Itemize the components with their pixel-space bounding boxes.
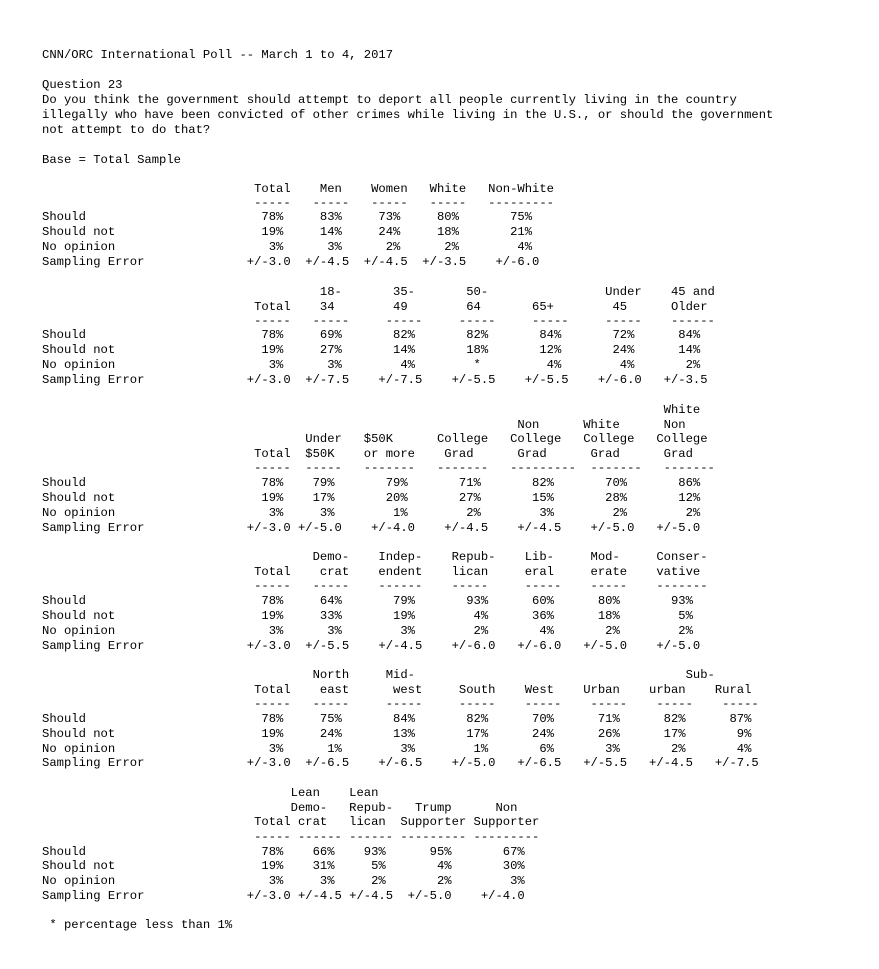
table-line: 18- 35- 50- Under 45 and xyxy=(42,285,715,299)
table-line: Under $50K College College College College xyxy=(42,432,708,446)
table-line: No opinion 3% 3% 3% 2% 4% 2% 2% xyxy=(42,624,693,638)
table-line: No opinion 3% 3% 1% 2% 3% 2% 2% xyxy=(42,506,701,520)
table-line: ----- ----- ----- ----- --------- xyxy=(42,196,554,210)
table-line: Total $50K or more Grad Grad Grad Grad xyxy=(42,447,693,461)
table-line: Total 34 49 64 65+ 45 Older xyxy=(42,300,708,314)
table-line: Sampling Error +/-3.0 +/-4.5 +/-4.5 +/-5.0 +/-4.0 xyxy=(42,889,525,903)
question-line: Do you think the government should attempt to deport all people currently living in the country xyxy=(42,93,737,107)
table-line: Total crat endent lican eral erate vative xyxy=(42,565,701,579)
table-line: Non White Non xyxy=(42,418,686,432)
table-line: ----- ----- ----- ----- ----- ----- ----- ----- xyxy=(42,697,759,711)
question-number: Question 23 xyxy=(42,78,123,92)
table-line: Should 78% 75% 84% 82% 70% 71% 82% 87% xyxy=(42,712,752,726)
table-line: White xyxy=(42,403,701,417)
table-line: Total crat lican Supporter Supporter xyxy=(42,815,540,829)
table-line: No opinion 3% 3% 2% 2% 4% xyxy=(42,240,533,254)
table-line: Sampling Error +/-3.0 +/-5.0 +/-4.0 +/-4.5 +/-4.5 +/-5.0 +/-5.0 xyxy=(42,521,701,535)
table-line: Should not 19% 33% 19% 4% 36% 18% 5% xyxy=(42,609,693,623)
table-line: Sampling Error +/-3.0 +/-5.5 +/-4.5 +/-6.0 +/-6.0 +/-5.0 +/-5.0 xyxy=(42,639,701,653)
table-line: No opinion 3% 3% 4% * 4% 4% 2% xyxy=(42,358,701,372)
footnote: * percentage less than 1% xyxy=(42,918,233,932)
table-line: Should 78% 66% 93% 95% 67% xyxy=(42,845,525,859)
table-line: Total Men Women White Non-White xyxy=(42,182,554,196)
table-line: Sampling Error +/-3.0 +/-4.5 +/-4.5 +/-3.5 +/-6.0 xyxy=(42,255,540,269)
question-line: not attempt to do that? xyxy=(42,123,211,137)
question-line: illegally who have been convicted of other crimes while living in the U.S., or should the government xyxy=(42,108,774,122)
poll-title: CNN/ORC International Poll -- March 1 to 4, 2017 xyxy=(42,48,394,62)
table-line: Demo- Repub- Trump Non xyxy=(42,801,518,815)
table-line: Sampling Error +/-3.0 +/-6.5 +/-6.5 +/-5.0 +/-6.5 +/-5.5 +/-4.5 +/-7.5 xyxy=(42,756,759,770)
table-line: ----- ------ ------ --------- --------- xyxy=(42,830,540,844)
table-line: ----- ----- ------ ----- ----- ----- ------- xyxy=(42,579,708,593)
table-line: Should not 19% 27% 14% 18% 12% 24% 14% xyxy=(42,343,701,357)
table-line: Should not 19% 31% 5% 4% 30% xyxy=(42,859,525,873)
table-line: North Mid- Sub- xyxy=(42,668,715,682)
table-line: Should 78% 83% 73% 80% 75% xyxy=(42,210,533,224)
table-line: No opinion 3% 3% 2% 2% 3% xyxy=(42,874,525,888)
table-line: Should not 19% 24% 13% 17% 24% 26% 17% 9% xyxy=(42,727,752,741)
table-line: ----- ----- ----- ----- ----- ----- ------ xyxy=(42,314,715,328)
table-line: Demo- Indep- Repub- Lib- Mod- Conser- xyxy=(42,550,708,564)
table-line: Total east west South West Urban urban Rural xyxy=(42,683,752,697)
table-line: ----- ----- ------- ------- --------- ------- ------- xyxy=(42,461,715,475)
table-line: Should 78% 69% 82% 82% 84% 72% 84% xyxy=(42,328,701,342)
table-line: Should not 19% 17% 20% 27% 15% 28% 12% xyxy=(42,491,701,505)
table-line: Should not 19% 14% 24% 18% 21% xyxy=(42,225,533,239)
table-line: Should 78% 64% 79% 93% 60% 80% 93% xyxy=(42,594,693,608)
table-line: Sampling Error +/-3.0 +/-7.5 +/-7.5 +/-5.5 +/-5.5 +/-6.0 +/-3.5 xyxy=(42,373,708,387)
table-line: No opinion 3% 1% 3% 1% 6% 3% 2% 4% xyxy=(42,742,752,756)
table-line: Lean Lean xyxy=(42,786,379,800)
base-label: Base = Total Sample xyxy=(42,153,181,167)
table-line: Should 78% 79% 79% 71% 82% 70% 86% xyxy=(42,476,701,490)
